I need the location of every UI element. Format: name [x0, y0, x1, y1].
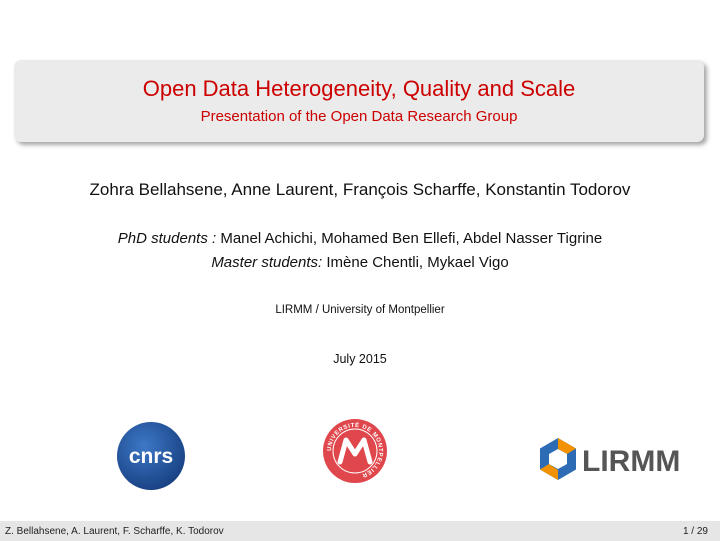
master-names: Imène Chentli, Mykael Vigo — [322, 254, 509, 271]
master-students — [0, 254, 720, 271]
montpellier-seal-icon — [322, 418, 388, 484]
phd-students — [0, 230, 720, 247]
phd-names: Manel Achichi, Mohamed Ben Ellefi, Abdel Nasser Tigrine — [216, 230, 603, 247]
phd-label: PhD students : — [117, 230, 217, 247]
slide-subtitle: Presentation of the Open Data Research Group — [200, 108, 518, 125]
cnrs-logo-icon — [116, 421, 186, 491]
montpellier-seal-text: UNIVERSITÉ DE MONTPELLIER — [326, 422, 384, 478]
institution: LIRMM / University of Montpellier — [275, 304, 445, 316]
date: July 2015 — [333, 352, 387, 366]
page-number: 1 / 29 — [682, 526, 708, 537]
authors: Zohra Bellahsene, Anne Laurent, François Scharffe, Konstantin Todorov — [89, 180, 631, 199]
title-box — [14, 60, 704, 142]
slide-title: Open Data Heterogeneity, Quality and Scale — [142, 76, 576, 101]
cnrs-logo-text: cnrs — [128, 445, 174, 468]
footer-authors: Z. Bellahsene, A. Laurent, F. Scharffe, K. Todorov — [5, 526, 224, 537]
lirmm-logo-icon — [534, 435, 700, 485]
footer — [0, 521, 720, 541]
lirmm-logo-text: LIRMM — [582, 445, 681, 478]
master-label: Master students: — [211, 254, 323, 271]
